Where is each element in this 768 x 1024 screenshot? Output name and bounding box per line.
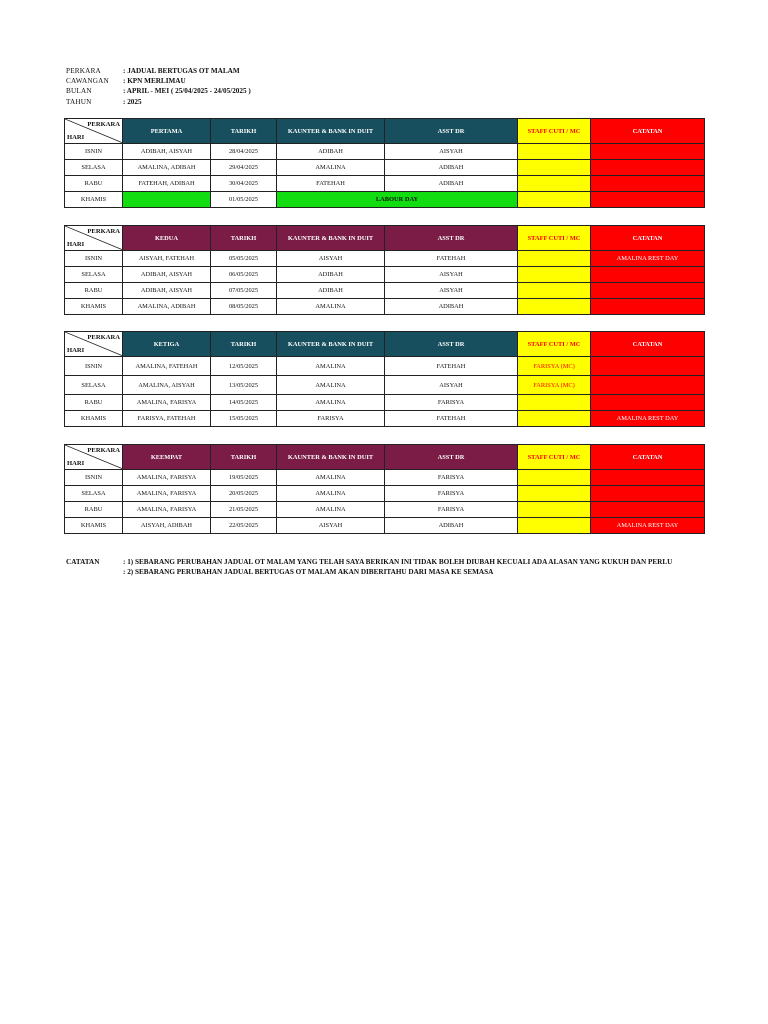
asst-header: ASST DR <box>385 445 518 470</box>
staff-cuti-cell <box>518 518 591 534</box>
asst-cell: ADIBAH <box>385 176 518 192</box>
table-header-row <box>65 332 705 357</box>
table-row <box>65 144 705 160</box>
notes-label: CATATAN <box>66 558 100 566</box>
day-cell: KHAMIS <box>65 192 123 208</box>
day-cell: RABU <box>65 283 123 299</box>
table-row <box>65 251 705 267</box>
notes-row <box>66 557 672 567</box>
names-cell: ADIBAH, AISYAH <box>123 144 211 160</box>
asst-cell: FARISYA <box>385 470 518 486</box>
staff-cuti-cell <box>518 486 591 502</box>
header-row-perkara <box>66 66 251 76</box>
day-cell: KHAMIS <box>65 518 123 534</box>
table-row <box>65 376 705 395</box>
day-cell: KHAMIS <box>65 299 123 315</box>
staff-cuti-header: STAFF CUTI / MC <box>518 119 591 144</box>
asst-header: ASST DR <box>385 226 518 251</box>
table-row <box>65 502 705 518</box>
asst-cell: AISYAH <box>385 267 518 283</box>
staff-cuti-cell <box>518 283 591 299</box>
header-label: TAHUN <box>66 97 92 106</box>
table-row <box>65 470 705 486</box>
table-row <box>65 411 705 427</box>
asst-cell: AISYAH <box>385 376 518 395</box>
names-cell: ADIBAH, AISYAH <box>123 267 211 283</box>
corner-top-label: PERKARA <box>87 228 120 235</box>
kaunter-cell: AISYAH <box>277 251 385 267</box>
names-cell: AMALINA, ADIBAH <box>123 160 211 176</box>
date-cell: 08/05/2025 <box>211 299 277 315</box>
tarikh-header: TARIKH <box>211 119 277 144</box>
day-cell: KHAMIS <box>65 411 123 427</box>
asst-cell: FATEHAH <box>385 357 518 376</box>
kaunter-cell: AMALINA <box>277 376 385 395</box>
header-label: BULAN <box>66 87 92 96</box>
day-cell: SELASA <box>65 267 123 283</box>
roster-table-week <box>64 444 705 534</box>
date-cell: 28/04/2025 <box>211 144 277 160</box>
table-row <box>65 283 705 299</box>
catatan-cell <box>591 299 705 315</box>
day-cell: RABU <box>65 395 123 411</box>
catatan-cell <box>591 357 705 376</box>
week-title-header: KETIGA <box>123 332 211 357</box>
header-value: : KPN MERLIMAU <box>123 77 186 86</box>
day-cell: RABU <box>65 502 123 518</box>
day-cell: SELASA <box>65 160 123 176</box>
header-value: : APRIL - MEI ( 25/04/2025 - 24/05/2025 ) <box>123 87 251 96</box>
header-row-bulan <box>66 86 251 96</box>
kaunter-cell: AMALINA <box>277 470 385 486</box>
names-cell: FARISYA, FATEHAH <box>123 411 211 427</box>
names-cell: AISYAH, FATEHAH <box>123 251 211 267</box>
asst-cell: FARISYA <box>385 395 518 411</box>
asst-header: ASST DR <box>385 119 518 144</box>
corner-bottom-label: HARI <box>67 241 85 248</box>
names-cell: FATEHAH, ADIBAH <box>123 176 211 192</box>
staff-cuti-cell: FARISYA (MC) <box>518 376 591 395</box>
catatan-cell <box>591 395 705 411</box>
date-cell: 13/05/2025 <box>211 376 277 395</box>
notes-section <box>66 557 672 577</box>
staff-cuti-header: STAFF CUTI / MC <box>518 226 591 251</box>
table-row <box>65 160 705 176</box>
corner-top-label: PERKARA <box>87 121 120 128</box>
asst-cell: ADIBAH <box>385 299 518 315</box>
catatan-cell <box>591 192 705 208</box>
date-cell: 19/05/2025 <box>211 470 277 486</box>
asst-cell: AISYAH <box>385 283 518 299</box>
staff-cuti-cell <box>518 299 591 315</box>
catatan-header: CATATAN <box>591 445 705 470</box>
staff-cuti-cell <box>518 160 591 176</box>
catatan-header: CATATAN <box>591 226 705 251</box>
names-cell: AMALINA, FARISYA <box>123 395 211 411</box>
kaunter-cell: FATEHAH <box>277 176 385 192</box>
day-cell: SELASA <box>65 376 123 395</box>
document-header <box>66 66 251 107</box>
staff-cuti-header: STAFF CUTI / MC <box>518 445 591 470</box>
catatan-cell <box>591 486 705 502</box>
day-cell: SELASA <box>65 486 123 502</box>
day-cell: RABU <box>65 176 123 192</box>
kaunter-cell: AMALINA <box>277 486 385 502</box>
date-cell: 05/05/2025 <box>211 251 277 267</box>
header-row-tahun <box>66 97 251 107</box>
names-cell: AMALINA, FATEHAH <box>123 357 211 376</box>
staff-cuti-cell <box>518 267 591 283</box>
staff-cuti-cell <box>518 395 591 411</box>
table-row <box>65 267 705 283</box>
kaunter-cell: AMALINA <box>277 395 385 411</box>
kaunter-header: KAUNTER & BANK IN DUIT <box>277 445 385 470</box>
date-cell: 01/05/2025 <box>211 192 277 208</box>
kaunter-header: KAUNTER & BANK IN DUIT <box>277 226 385 251</box>
date-cell: 07/05/2025 <box>211 283 277 299</box>
asst-cell: ADIBAH <box>385 518 518 534</box>
names-cell: ADIBAH, AISYAH <box>123 283 211 299</box>
names-cell <box>123 192 211 208</box>
kaunter-cell: AMALINA <box>277 299 385 315</box>
header-label: PERKARA <box>66 67 101 75</box>
names-cell: AMALINA, AISYAH <box>123 376 211 395</box>
table-header-row <box>65 226 705 251</box>
date-cell: 06/05/2025 <box>211 267 277 283</box>
table-row <box>65 357 705 376</box>
asst-cell: FARISYA <box>385 502 518 518</box>
table-row <box>65 299 705 315</box>
week-title-header: PERTAMA <box>123 119 211 144</box>
table-row <box>65 395 705 411</box>
asst-cell: FATEHAH <box>385 251 518 267</box>
catatan-cell <box>591 176 705 192</box>
asst-cell: ADIBAH <box>385 160 518 176</box>
corner-header-cell <box>65 226 123 251</box>
date-cell: 14/05/2025 <box>211 395 277 411</box>
date-cell: 20/05/2025 <box>211 486 277 502</box>
kaunter-cell: FARISYA <box>277 411 385 427</box>
staff-cuti-cell <box>518 251 591 267</box>
corner-top-label: PERKARA <box>87 334 120 341</box>
kaunter-header: KAUNTER & BANK IN DUIT <box>277 119 385 144</box>
kaunter-cell: ADIBAH <box>277 144 385 160</box>
date-cell: 30/04/2025 <box>211 176 277 192</box>
staff-cuti-cell: FARISYA (MC) <box>518 357 591 376</box>
corner-top-label: PERKARA <box>87 447 120 454</box>
header-value: : 2025 <box>123 97 142 106</box>
kaunter-cell: AMALINA <box>277 357 385 376</box>
kaunter-cell: ADIBAH <box>277 267 385 283</box>
asst-header: ASST DR <box>385 332 518 357</box>
header-label: CAWANGAN <box>66 77 109 86</box>
staff-cuti-cell <box>518 192 591 208</box>
date-cell: 12/05/2025 <box>211 357 277 376</box>
staff-cuti-header: STAFF CUTI / MC <box>518 332 591 357</box>
catatan-cell: AMALINA REST DAY <box>591 411 705 427</box>
tarikh-header: TARIKH <box>211 332 277 357</box>
table-row <box>65 486 705 502</box>
day-cell: ISNIN <box>65 251 123 267</box>
catatan-cell: AMALINA REST DAY <box>591 251 705 267</box>
corner-header-cell <box>65 445 123 470</box>
kaunter-cell: AMALINA <box>277 502 385 518</box>
table-header-row <box>65 445 705 470</box>
names-cell: AMALINA, FARISYA <box>123 502 211 518</box>
day-cell: ISNIN <box>65 470 123 486</box>
catatan-cell <box>591 144 705 160</box>
corner-bottom-label: HARI <box>67 460 85 467</box>
corner-header-cell <box>65 332 123 357</box>
catatan-cell <box>591 376 705 395</box>
staff-cuti-cell <box>518 411 591 427</box>
header-row-cawangan <box>66 76 251 86</box>
kaunter-cell: AMALINA <box>277 160 385 176</box>
date-cell: 21/05/2025 <box>211 502 277 518</box>
notes-row <box>66 567 672 577</box>
catatan-cell <box>591 283 705 299</box>
catatan-cell <box>591 160 705 176</box>
table-row <box>65 518 705 534</box>
notes-line: : 1) SEBARANG PERUBAHAN JADUAL OT MALAM YANG TELAH SAYA BERIKAN INI TIDAK BOLEH DIUBAH KECUALI ADA ALASAN YANG KUKUH DAN PERLU <box>123 558 673 566</box>
week-title-header: KEDUA <box>123 226 211 251</box>
holiday-cell: LABOUR DAY <box>277 192 518 208</box>
kaunter-cell: AISYAH <box>277 518 385 534</box>
names-cell: AISYAH, ADIBAH <box>123 518 211 534</box>
roster-table-week <box>64 331 705 427</box>
catatan-cell <box>591 502 705 518</box>
asst-cell: FATEHAH <box>385 411 518 427</box>
date-cell: 29/04/2025 <box>211 160 277 176</box>
staff-cuti-cell <box>518 176 591 192</box>
asst-cell: AISYAH <box>385 144 518 160</box>
names-cell: AMALINA, ADIBAH <box>123 299 211 315</box>
kaunter-cell: ADIBAH <box>277 283 385 299</box>
tarikh-header: TARIKH <box>211 226 277 251</box>
staff-cuti-cell <box>518 144 591 160</box>
staff-cuti-cell <box>518 502 591 518</box>
table-row <box>65 176 705 192</box>
roster-table-week <box>64 225 705 315</box>
corner-bottom-label: HARI <box>67 347 85 354</box>
header-value: : JADUAL BERTUGAS OT MALAM <box>123 67 240 75</box>
day-cell: ISNIN <box>65 357 123 376</box>
catatan-cell <box>591 470 705 486</box>
corner-header-cell <box>65 119 123 144</box>
catatan-cell <box>591 267 705 283</box>
catatan-cell: AMALINA REST DAY <box>591 518 705 534</box>
notes-line: : 2) SEBARANG PERUBAHAN JADUAL BERTUGAS OT MALAM AKAN DIBERITAHU DARI MASA KE SEMASA <box>123 568 494 576</box>
roster-table-week <box>64 118 705 208</box>
names-cell: AMALINA, FARISYA <box>123 470 211 486</box>
date-cell: 22/05/2025 <box>211 518 277 534</box>
staff-cuti-cell <box>518 470 591 486</box>
day-cell: ISNIN <box>65 144 123 160</box>
table-row <box>65 192 705 208</box>
notes-label-spacer <box>66 567 123 577</box>
corner-bottom-label: HARI <box>67 134 85 141</box>
names-cell: AMALINA, FARISYA <box>123 486 211 502</box>
catatan-header: CATATAN <box>591 119 705 144</box>
asst-cell: FARISYA <box>385 486 518 502</box>
tarikh-header: TARIKH <box>211 445 277 470</box>
date-cell: 15/05/2025 <box>211 411 277 427</box>
table-header-row <box>65 119 705 144</box>
kaunter-header: KAUNTER & BANK IN DUIT <box>277 332 385 357</box>
week-title-header: KEEMPAT <box>123 445 211 470</box>
catatan-header: CATATAN <box>591 332 705 357</box>
